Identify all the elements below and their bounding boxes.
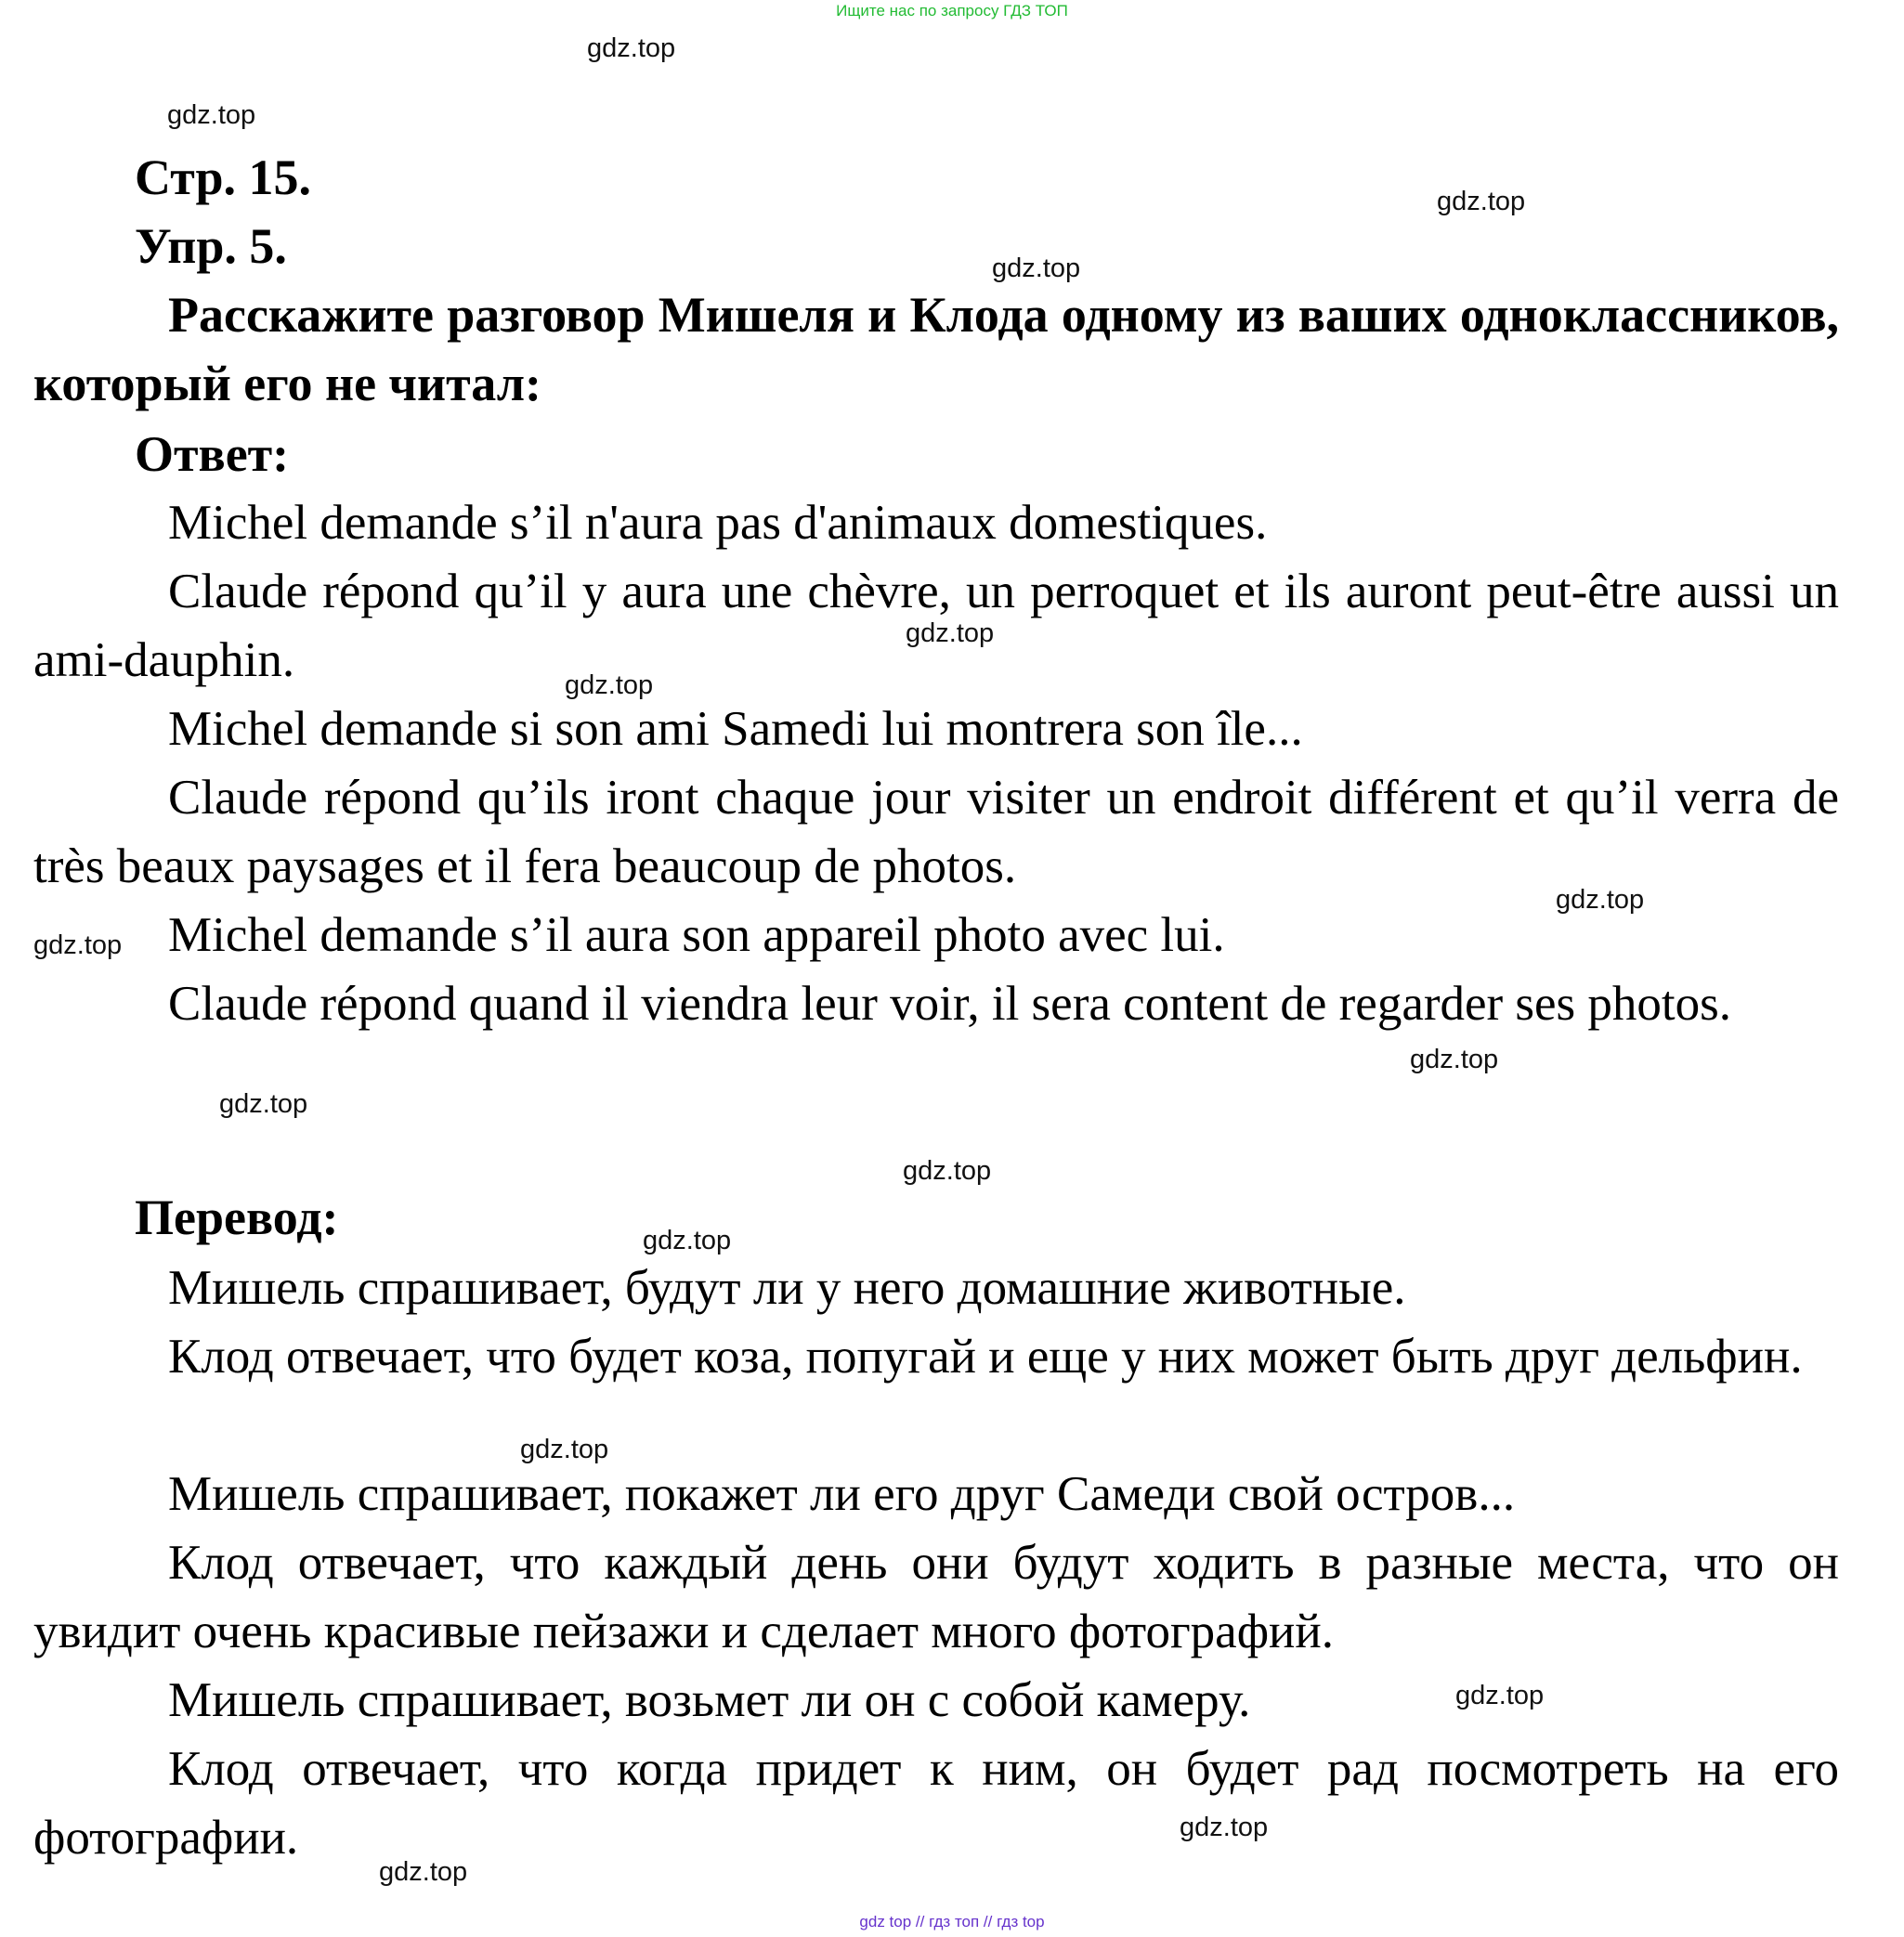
translation-paragraph: Клод отвечает, что будет коза, попугай и еще у них может быть друг дельфин. <box>168 1330 1803 1384</box>
answer-paragraph: Claude répond qu’ils iront chaque jour visiter un endroit différent et qu’il verra de très beaux paysages et il fera beaucoup de photos. <box>33 771 1839 893</box>
watermark: gdz.top <box>992 254 1081 283</box>
task-text: Расскажите разговор Мишеля и Клода одному из ваших одноклассников, который его не читал: <box>33 287 1839 411</box>
watermark: gdz.top <box>520 1435 609 1464</box>
answer-paragraph: Claude répond qu’il y aura une chèvre, un perroquet et ils auront peut-être aussi un ami-dauphin. <box>33 565 1839 687</box>
watermark: gdz.top <box>219 1089 308 1119</box>
answer-heading: Ответ: <box>135 426 290 482</box>
footer-links[interactable]: gdz top // гдз топ // гдз top <box>859 1913 1045 1930</box>
watermark: gdz.top <box>379 1857 468 1887</box>
watermark: gdz.top <box>565 670 654 700</box>
answer-paragraph: Michel demande si son ami Samedi lui montrera son île... <box>168 702 1303 756</box>
watermark: gdz.top <box>167 100 256 130</box>
header-search-link[interactable]: Ищите нас по запросу ГДЗ ТОП <box>836 2 1068 20</box>
translation-paragraph: Мишель спрашивает, возьмет ли он с собой камеру. <box>168 1673 1251 1727</box>
translation-paragraph: Клод отвечает, что когда придет к ним, он будет рад посмотреть на его фотографии. <box>33 1742 1839 1865</box>
watermark: gdz.top <box>1410 1045 1499 1074</box>
exercise-number-heading: Упр. 5. <box>135 218 287 274</box>
translation-paragraph: Мишель спрашивает, покажет ли его друг Самеди свой остров... <box>168 1467 1516 1521</box>
answer-paragraph: Michel demande s’il aura son appareil photo avec lui. <box>168 908 1225 962</box>
watermark: gdz.top <box>587 33 676 63</box>
watermark: gdz.top <box>903 1156 992 1186</box>
answer-paragraph: Michel demande s’il n'aura pas d'animaux domestiques. <box>168 496 1268 550</box>
answer-paragraph: Claude répond quand il viendra leur voir, il sera content de regarder ses photos. <box>168 977 1732 1031</box>
watermark: gdz.top <box>906 618 995 648</box>
watermark: gdz.top <box>33 930 123 960</box>
page-number-heading: Стр. 15. <box>135 150 312 205</box>
watermark: gdz.top <box>1180 1813 1269 1842</box>
watermark: gdz.top <box>643 1226 732 1255</box>
translation-paragraph: Клод отвечает, что каждый день они будут ходить в разные места, что он увидит очень красивые пейзажи и сделает много фотографий. <box>33 1536 1839 1658</box>
translation-heading: Перевод: <box>135 1190 339 1245</box>
watermark: gdz.top <box>1455 1681 1545 1710</box>
watermark: gdz.top <box>1556 885 1645 915</box>
watermark: gdz.top <box>1437 187 1526 216</box>
translation-paragraph: Мишель спрашивает, будут ли у него домашние животные. <box>168 1261 1406 1315</box>
